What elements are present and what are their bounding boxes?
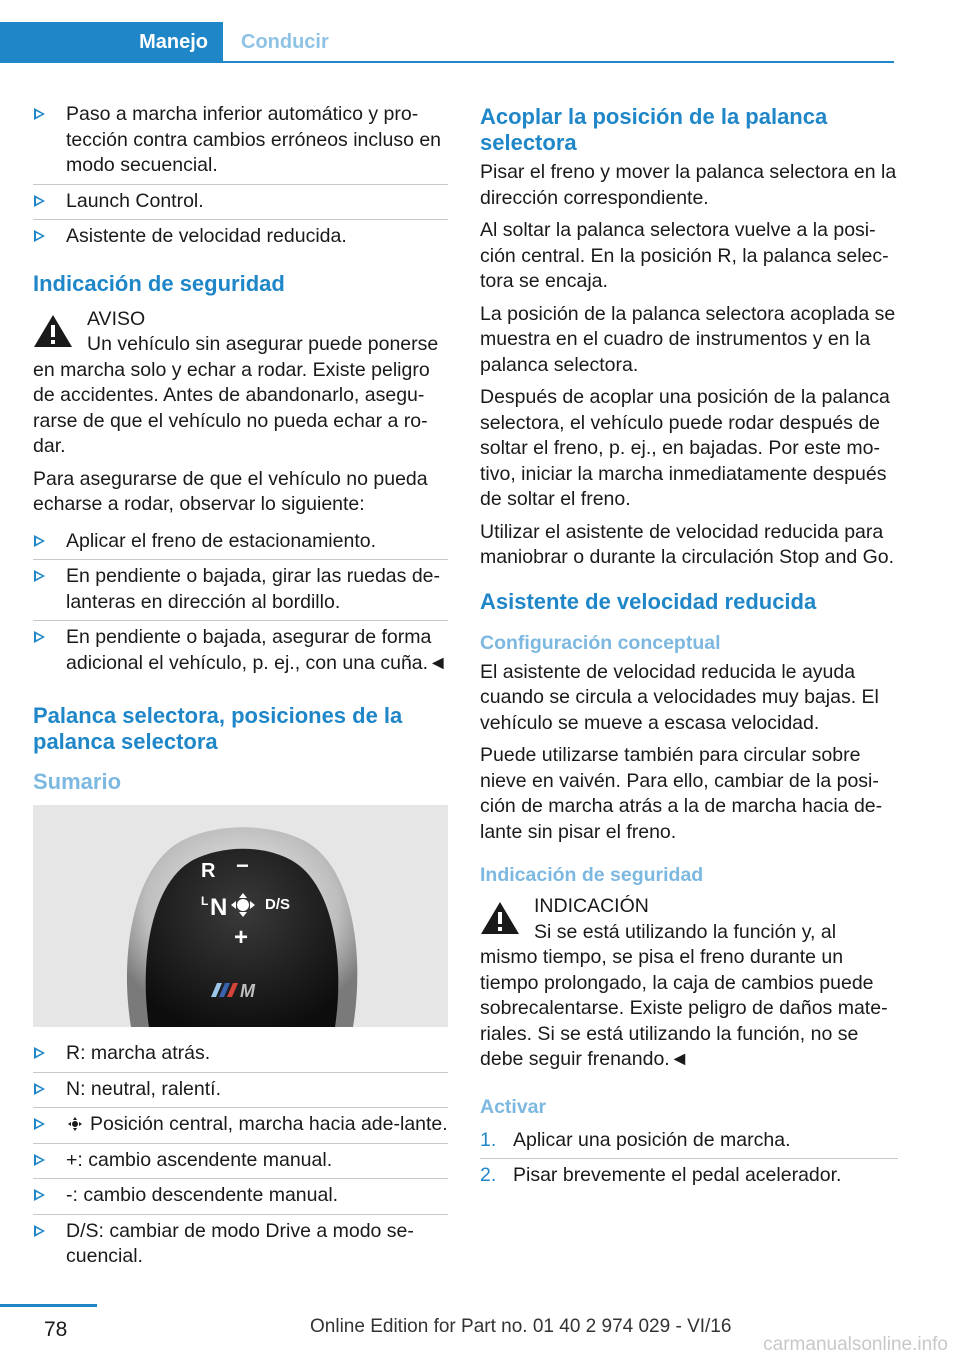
list-item-text: Aplicar el freno de estacionamiento. (66, 529, 377, 552)
left-column (33, 98, 448, 1275)
note-title: INDICACIÓN (534, 895, 649, 917)
list-item (33, 560, 448, 621)
list-item (33, 1179, 448, 1215)
list-item-text: D/S: cambiar de modo Drive a modo se‐cuencial. (66, 1219, 414, 1267)
bullet-arrow-icon (34, 1118, 45, 1130)
warning-text-first: Un vehículo sin asegurar puede ponerse (87, 333, 439, 355)
list-item-text: Posición central, marcha hacia ade‐lante. (90, 1113, 448, 1135)
center-position-icon (66, 1116, 84, 1132)
bullet-arrow-icon (34, 570, 45, 582)
header-rule (0, 61, 894, 63)
paragraph: Puede utilizarse también para circular sobre nieve en vaivén. Para ello, cambiar de la posi‐ción de marcha atrás a la de marcha hacia de‐lante sin pisar el freno. (480, 744, 883, 843)
knob-label-l: L (201, 894, 209, 908)
step-number: 2. (480, 1164, 497, 1186)
list-item-text: Launch Control. (66, 189, 204, 212)
tab-manejo[interactable]: Manejo (0, 22, 223, 62)
footer-rule (0, 1304, 97, 1307)
bullet-arrow-icon (34, 1225, 45, 1237)
warning-text: en marcha solo y echar a rodar. Existe peligro de accidentes. Antes de abandonarlo, asegu‐rarse de que el vehículo no pueda echar a ro‐dar. (33, 358, 430, 457)
list-item (33, 525, 448, 561)
bullet-arrow-icon (34, 1154, 45, 1166)
bullet-arrow-icon (34, 108, 45, 120)
knob-label-plus: + (234, 924, 249, 951)
paragraph: Para asegurarse de que el vehículo no pueda echarse a rodar, observar lo siguiente: (33, 467, 428, 515)
paragraph: Utilizar el asistente de velocidad reducida para maniobrar o durante la circulación Stop and Go. (480, 520, 895, 568)
bullet-arrow-icon (34, 535, 45, 547)
bullet-arrow-icon (34, 230, 45, 242)
step-number: 1. (480, 1128, 497, 1151)
list-item (33, 185, 448, 221)
page-header (0, 0, 894, 64)
paragraph: El asistente de velocidad reducida le ayuda cuando se circula a velocidades muy bajas. El vehículo se mueve a escasa velocidad. (480, 660, 879, 734)
list-item (33, 1215, 448, 1275)
warning-block (33, 305, 448, 460)
list-item (33, 621, 448, 681)
paragraph: La posición de la palanca selectora acoplada se muestra en el cuadro de instrumentos y en la palanca selectora. (480, 302, 896, 376)
list-item-text: Asistente de velocidad reducida. (66, 225, 347, 247)
list-item-text: En pendiente o bajada, girar las ruedas de‐lanteras en dirección al bordillo. (66, 565, 441, 613)
step-text: Aplicar una posición de marcha. (513, 1128, 791, 1151)
knob-label-r: R (201, 860, 216, 882)
list-item (33, 1108, 448, 1144)
bullet-arrow-icon (34, 1047, 45, 1059)
paragraph: Al soltar la palanca selectora vuelve a la posi‐ción central. En la posición R, la palanca selec‐tora se encaja. (480, 219, 889, 292)
logo-letter: M (240, 981, 255, 1001)
list-item (480, 1159, 898, 1194)
section-heading: Palanca selectora, posiciones de la palanca selectora (33, 703, 403, 754)
list-item-text: -: cambio descendente manual. (66, 1184, 339, 1206)
watermark: carmanualsonline.info (763, 1334, 948, 1355)
note-text-first: Si se está utilizando la función y, al (534, 920, 837, 943)
list-item (33, 1073, 448, 1109)
gear-knob-image (33, 805, 448, 1027)
gear-selector-figure (33, 805, 448, 1027)
warning-title: AVISO (87, 307, 146, 330)
warning-triangle-icon (33, 313, 73, 349)
step-text: Pisar brevemente el pedal acelerador. (513, 1164, 842, 1186)
knob-label-ds: D/S (265, 896, 291, 913)
knob-label-minus: − (236, 853, 249, 878)
paragraph: Pisar el freno y mover la palanca selectora en la dirección correspondiente. (480, 161, 897, 209)
subsection-heading: Indicación de seguridad (480, 864, 704, 886)
list-item (33, 220, 448, 255)
list-item (33, 98, 448, 185)
right-column (480, 98, 898, 1194)
list-item (480, 1124, 898, 1160)
tab-conducir[interactable]: Conducir (241, 30, 329, 53)
note-block (480, 892, 898, 1073)
list-item (33, 1037, 448, 1073)
bullet-arrow-icon (34, 631, 45, 643)
list-item-text: +: cambio ascendente manual. (66, 1148, 333, 1171)
edition-text: Online Edition for Part no. 01 40 2 974 029 - VI/16 (310, 1316, 732, 1337)
paragraph: Después de acoplar una posición de la palanca selectora, el vehículo puede rodar después de soltar el freno, p. ej., en bajadas. Por este mo‐tivo, iniciar la marcha inmediatamente después de soltar el freno. (480, 386, 890, 510)
list-item-text: Paso a marcha inferior automático y pro‐tección contra cambios erróneos incluso en modo secuencial. (66, 103, 442, 176)
subsection-heading: Sumario (33, 769, 122, 794)
section-heading: Indicación de seguridad (33, 270, 285, 296)
subsection-heading: Activar (480, 1095, 547, 1118)
list-item-text: R: marcha atrás. (66, 1042, 211, 1064)
section-heading: Asistente de velocidad reducida (480, 588, 817, 614)
subsection-heading: Configuración conceptual (480, 631, 721, 654)
bullet-arrow-icon (34, 1083, 45, 1095)
list-item-text: En pendiente o bajada, asegurar de forma adicional el vehículo, p. ej., con una cuña.◄ (66, 626, 448, 674)
bullet-arrow-icon (34, 195, 45, 207)
section-heading: Acoplar la posición de la palanca selectora (480, 104, 828, 155)
note-text: mismo tiempo, se pisa el freno durante un tiempo prolongado, la caja de cambios puede sobrecalentarse. Existe peligro de daños mate‐riales. Si se está utilizando la función, no se debe seguir frenando.◄ (480, 946, 888, 1070)
bullet-arrow-icon (34, 1189, 45, 1201)
knob-label-n: N (210, 894, 228, 921)
page-number: 78 (44, 1318, 68, 1341)
list-item-text: N: neutral, ralentí. (66, 1077, 221, 1100)
list-item (33, 1144, 448, 1180)
warning-triangle-icon (480, 900, 520, 936)
